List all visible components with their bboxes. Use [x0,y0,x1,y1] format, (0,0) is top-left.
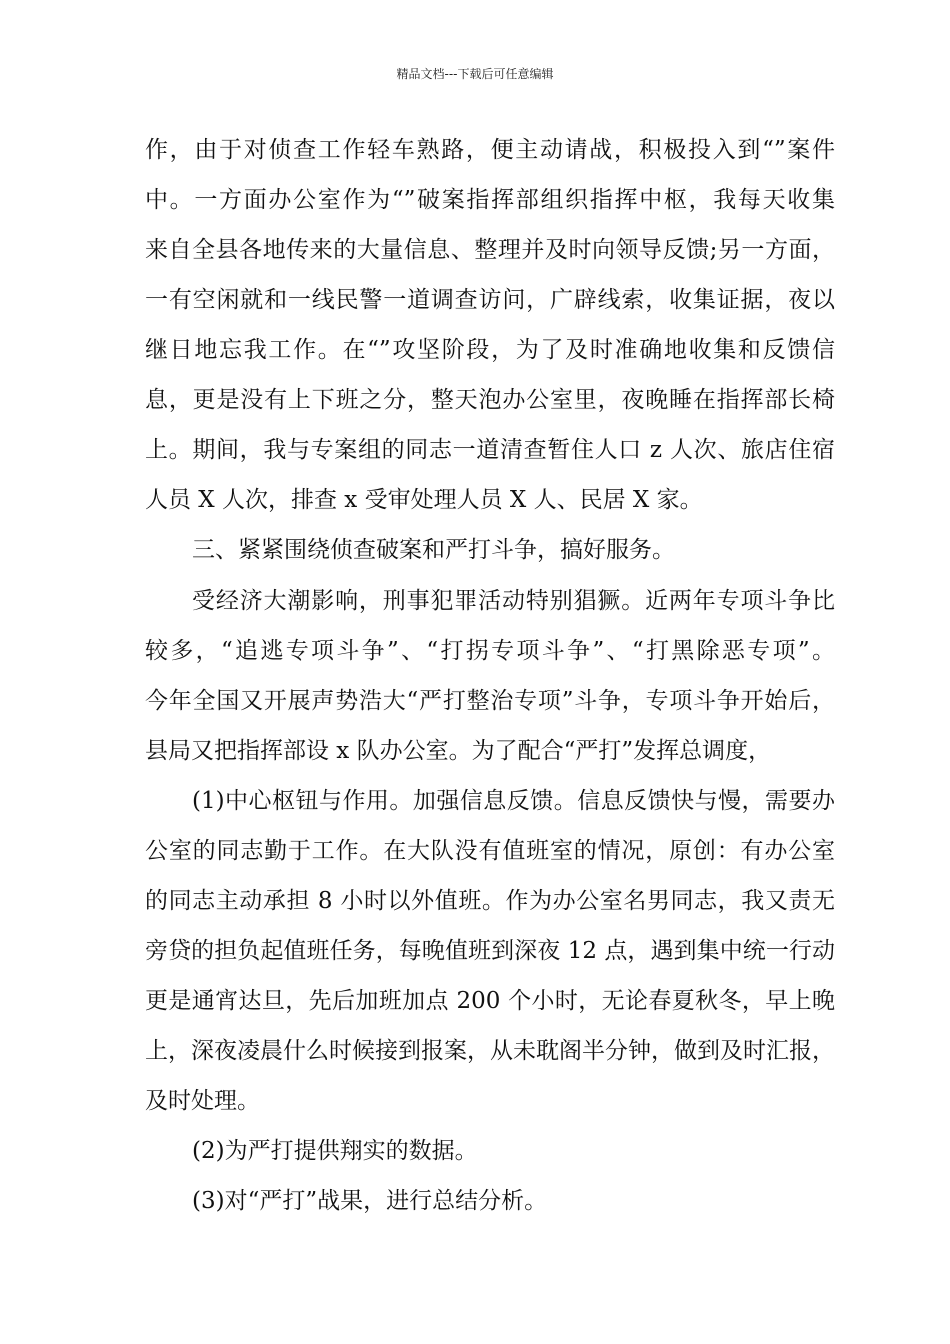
body-line: (2)为严打提供翔实的数据。 [192,1138,478,1164]
body-line: 中。一方面办公室作为“”破案指挥部组织指挥中枢，我每天收集 [145,187,835,213]
body-line: 人员 X 人次，排查 x 受审处理人员 X 人、民居 X 家。 [145,487,703,513]
body-line: (3)对“严打”战果，进行总结分析。 [192,1188,548,1214]
body-line: 的同志主动承担 8 小时以外值班。作为办公室名男同志，我又责无 [145,888,835,914]
body-line: (1)中心枢钮与作用。加强信息反馈。信息反馈快与慢，需要办 [192,788,835,814]
body-line: 较多，“追逃专项斗争”、“打拐专项斗争”、“打黑除恶专项”。 [145,638,835,664]
page-header: 精品文档---下载后可任意编辑 [396,67,554,81]
body-line: 上。期间，我与专案组的同志一道清查暂住人口 z 人次、旅店住宿 [145,437,835,463]
body-line: 息，更是没有上下班之分，整天泡办公室里，夜晚睡在指挥部长椅 [145,387,835,413]
body-line: 公室的同志勤于工作。在大队没有值班室的情况，原创：有办公室 [145,838,835,864]
body-line: 旁贷的担负起值班任务，每晚值班到深夜 12 点，遇到集中统一行动 [145,938,835,964]
body-line: 作，由于对侦查工作轻车熟路，便主动请战，积极投入到“”案件 [145,137,835,163]
body-line: 县局又把指挥部设 x 队办公室。为了配合“严打”发挥总调度， [145,738,772,764]
section-heading: 三、紧紧围绕侦查破案和严打斗争，搞好服务。 [192,537,675,563]
body-line: 来自全县各地传来的大量信息、整理并及时向领导反馈;另一方面， [145,237,835,263]
body-line: 受经济大潮影响，刑事犯罪活动特别猖獗。近两年专项斗争比 [192,588,835,614]
body-line: 继日地忘我工作。在“”攻坚阶段，为了及时准确地收集和反馈信 [145,337,835,363]
body-line: 今年全国又开展声势浩大“严打整治专项”斗争，专项斗争开始后， [145,688,835,714]
body-line: 上，深夜凌晨什么时候接到报案，从未耽阁半分钟，做到及时汇报， [145,1038,835,1064]
body-line: 一有空闲就和一线民警一道调查访问，广辟线索，收集证据，夜以 [145,287,835,313]
body-line: 更是通宵达旦，先后加班加点 200 个小时，无论春夏秋冬，早上晚 [145,988,835,1014]
body-line: 及时处理。 [145,1088,260,1114]
